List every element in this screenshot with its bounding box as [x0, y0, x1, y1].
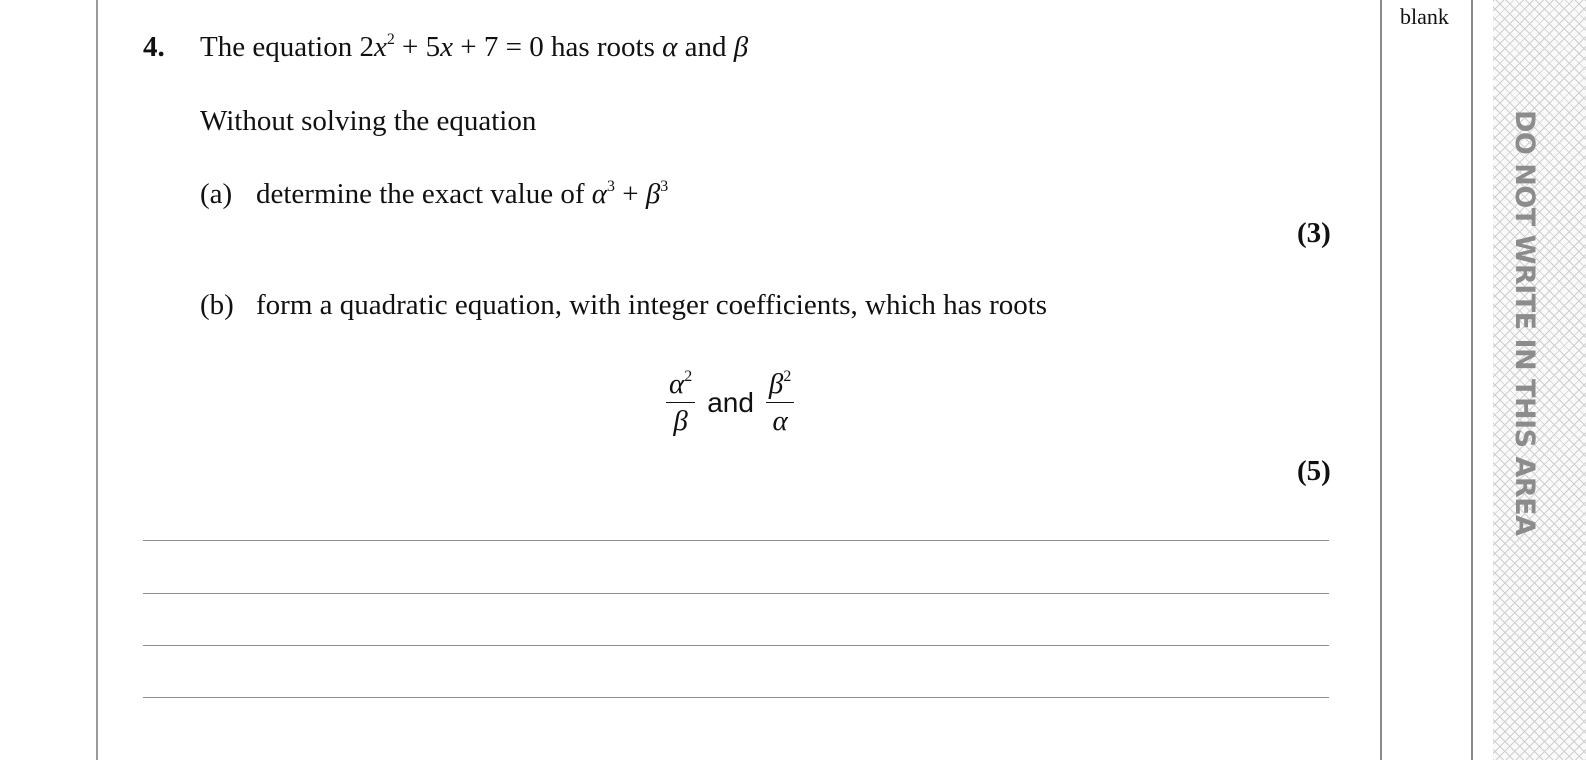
question-instruction: Without solving the equation [200, 105, 537, 137]
answer-line[interactable] [143, 593, 1329, 594]
fraction-beta-sq-over-alpha: $\frac{\beta^2}{\alpha}$ [766, 368, 794, 438]
part-b-marks: (5) [1297, 455, 1331, 487]
answer-line[interactable] [143, 645, 1329, 646]
question-stem: The equation $2x^2 + 5x + 7 = 0$ has roots α and β [200, 31, 749, 63]
roots-expression [666, 362, 794, 444]
part-a-label: (a) [200, 178, 233, 210]
part-b: (b) form a quadratic equation, with integer coefficients, which has roots [200, 289, 1048, 321]
blank-margin-label: blank [1400, 4, 1449, 29]
question-number: 4. [143, 31, 165, 63]
part-a: (a) determine the exact value of $\alpha^3 + \beta^3$ [200, 178, 669, 210]
answer-line[interactable] [143, 540, 1329, 541]
part-a-marks: (3) [1297, 217, 1331, 249]
do-not-write-notice: DO NOT WRITE IN THIS AREA [1509, 110, 1540, 536]
fraction-alpha-sq-over-beta: $\frac{\alpha^2}{\beta}$ [666, 368, 695, 438]
answer-line[interactable] [143, 697, 1329, 698]
page-border-left [96, 0, 98, 760]
page-border-right [1471, 0, 1473, 760]
margin-rule [1380, 0, 1382, 760]
fraction-joiner: and [707, 387, 754, 418]
part-b-label: (b) [200, 289, 234, 321]
